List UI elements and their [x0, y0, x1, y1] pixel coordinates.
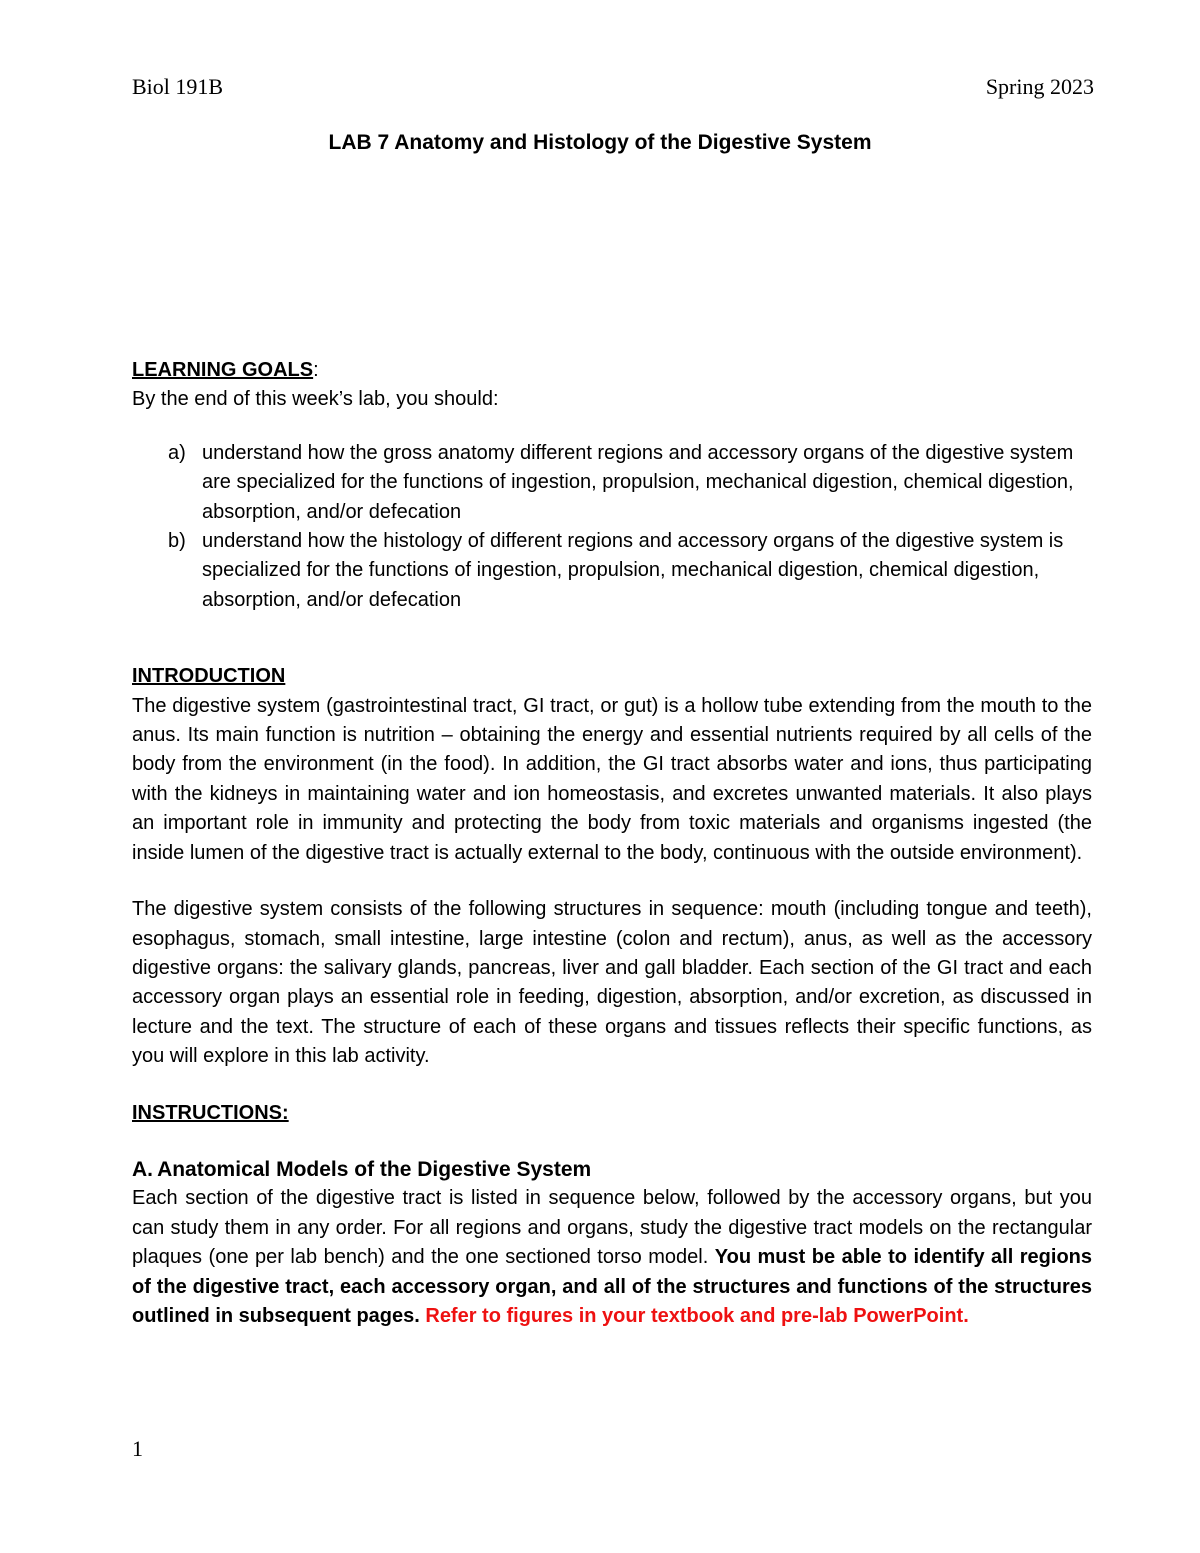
introduction-paragraph-2: The digestive system consists of the following structures in sequence: mouth (including tongue and teeth), esophagus, stomach, small intestine, large intestine (colon and rectum), anus, as well as the accessory digestive organs: the salivary glands, pancreas, liver and gall bladder. Each section of the GI tract and each accessory organ plays an essential role in feeding, digestion, absorption, and/or excretion, as discussed in lecture and the text. The structure of each of these organs and tissues reflects their specific functions, as you will explore in this lab activity. [132, 898, 1092, 1068]
learning-goals-heading-text: LEARNING GOALS [132, 359, 314, 381]
instructions-heading-text: INSTRUCTIONS: [132, 1101, 289, 1124]
section-a-heading [132, 1155, 1092, 1184]
list-item-text: understand how the gross anatomy different regions and accessory organs of the digestive system are specialized for the functions of ingestion, propulsion, mechanical digestion, chemical digestion, absorption, and/or defecation [202, 441, 1074, 523]
page-title: LAB 7 Anatomy and Histology of the Digestive System [328, 131, 872, 154]
header-course: Biol 191B [132, 74, 224, 99]
page-number: 1 [132, 1436, 143, 1461]
learning-goals-intro: By the end of this week’s lab, you should: [132, 388, 499, 411]
list-marker: a) [168, 441, 186, 464]
list-marker: b) [168, 530, 186, 553]
list-item [132, 439, 1092, 527]
learning-goals-colon: : [313, 359, 319, 381]
section-a-paragraph [132, 1184, 1092, 1331]
list-item-text: understand how the histology of different regions and accessory organs of the digestive system is specialized for the functions of ingestion, propulsion, mechanical digestion, chemical digestion, absorption, and/or defecation [202, 530, 1064, 611]
instructions-heading [132, 1099, 1092, 1128]
list-item [132, 527, 1092, 615]
header-term: Spring 2023 [985, 74, 1094, 99]
learning-goals-list [132, 439, 1092, 615]
introduction-heading [132, 662, 1092, 691]
section-a-text-bold: You must be able to identify all regions of the digestive tract, each accessory organ, and all of the structures and functions of the structures outlined in subsequent pages. [132, 1246, 1092, 1327]
section-a-text-plain: Each section of the digestive tract is listed in sequence below, followed by the accessory organs, but you can study them in any order. For all regions and organs, study the digestive tract models on the rectangular plaques (one per lab bench) and the one sectioned torso model. [132, 1187, 1092, 1269]
section-a-text-red: Refer to figures in your textbook and pre-lab PowerPoint. [419, 1304, 969, 1327]
introduction-paragraph-1: The digestive system (gastrointestinal tract, GI tract, or gut) is a hollow tube extending from the mouth to the anus. Its main function is nutrition – obtaining the energy and essential nutrients required by all cells of the body from the environment (in the food). In addition, the GI tract absorbs water and ions, thus participating with the kidneys in maintaining water and ion homeostasis, and excretes unwanted materials. It also plays an important role in immunity and protecting the body from toxic materials and organisms ingested (the inside lumen of the digestive tract is actually external to the body, continuous with the outside environment). [132, 694, 1092, 864]
section-a-title: Anatomical Models of the Digestive System [157, 1157, 592, 1181]
main-content [132, 356, 1092, 1331]
learning-goals-heading [132, 356, 1092, 385]
section-a-letter: A. [132, 1157, 153, 1181]
introduction-heading-text: INTRODUCTION [132, 665, 286, 688]
